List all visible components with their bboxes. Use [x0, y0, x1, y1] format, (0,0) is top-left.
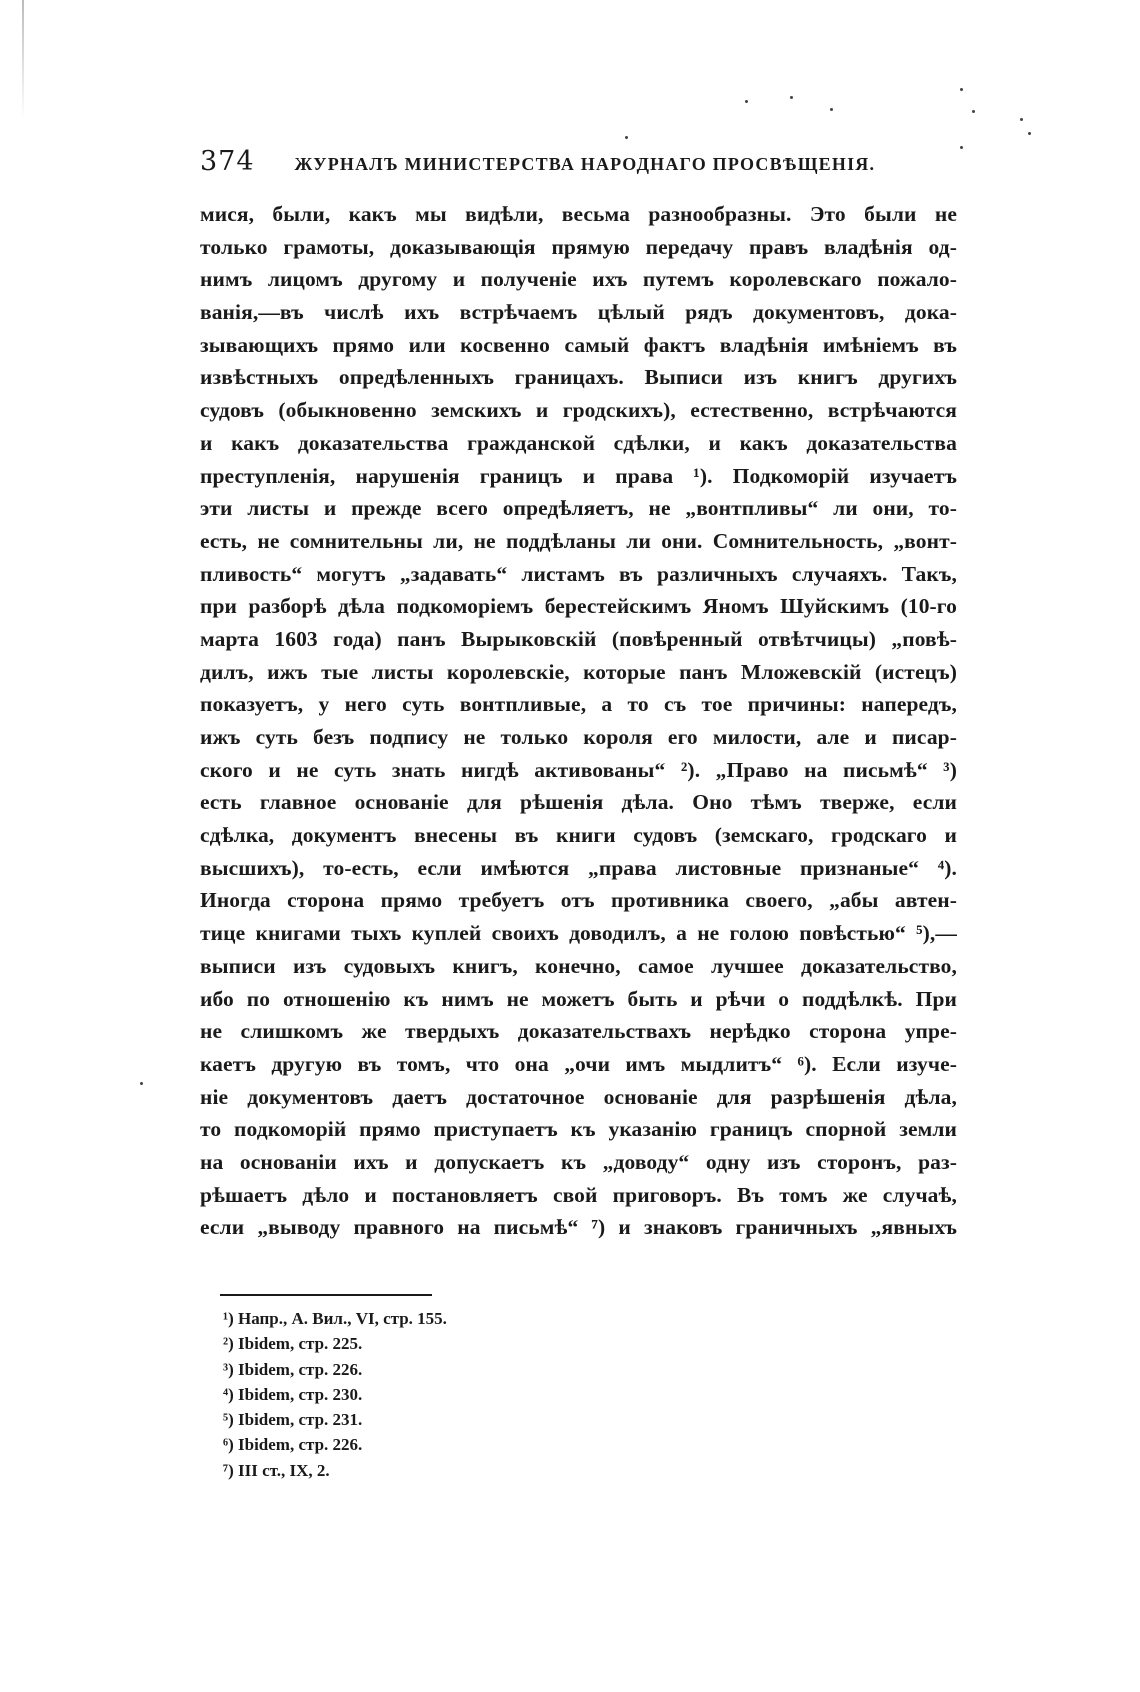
- footnote: ³) Ibidem, стр. 226.: [223, 1359, 363, 1379]
- text-line: пливость“ могутъ „задавать“ листамъ въ различныхъ случаяхъ. Такъ,: [200, 561, 957, 586]
- text-line: ибо по отношенію къ нимъ не можетъ быть и рѣчи о поддѣлкѣ. При: [200, 986, 957, 1011]
- text-line: то подкоморій прямо приступаетъ къ указанію границъ спорной земли: [200, 1117, 957, 1142]
- text-line: ижъ суть безъ подпису не только короля его милости, але и писар-: [200, 725, 957, 749]
- text-line: выписи изъ судовыхъ книгъ, конечно, самое лучшее доказательство,: [200, 953, 957, 978]
- scan-speck: [830, 108, 833, 111]
- text-line: не слишкомъ же твердыхъ доказательствахъ нерѣдко сторона упре-: [200, 1019, 957, 1044]
- running-title: ЖУРНАЛЪ МИНИСТЕРСТВА НАРОДНАГО ПРОСВѢЩЕНІЯ.: [294, 154, 876, 174]
- scan-speck: [625, 136, 628, 139]
- text-line: нимъ лицомъ другому и полученіе ихъ путемъ королевскаго пожало-: [200, 267, 957, 292]
- footnote: ⁵) Ibidem, стр. 231.: [223, 1410, 363, 1430]
- text-line: рѣшаетъ дѣло и постановляетъ свой приговоръ. Въ томъ же случаѣ,: [200, 1182, 957, 1207]
- scan-edge-shadow: [22, 0, 24, 120]
- footnote: ⁷) III ст., IX, 2.: [223, 1460, 330, 1480]
- body-text: [200, 198, 957, 1244]
- scan-speck: [1028, 132, 1031, 135]
- text-line: и какъ доказательства гражданской сдѣлки, и какъ доказательства: [200, 430, 957, 455]
- page-header: [200, 146, 960, 177]
- text-line: тице книгами тыхъ куплей своихъ доводилъ, а не голою повѣстью“ ⁵),—: [200, 921, 957, 946]
- text-line: мися, были, какъ мы видѣли, весьма разнообразны. Это были не: [200, 202, 957, 226]
- text-line: есть главное основаніе для рѣшенія дѣла. Оно тѣмъ тверже, если: [200, 790, 957, 815]
- footnote: ¹) Напр., А. Вил., VI, стр. 155.: [223, 1309, 447, 1328]
- scan-speck: [1020, 118, 1023, 121]
- text-line: преступленія, нарушенія границъ и права ¹). Подкоморій изучаетъ: [200, 463, 957, 488]
- text-line: каетъ другую въ томъ, что она „очи имъ мыдлитъ“ ⁶). Если изуче-: [200, 1051, 957, 1076]
- text-line: высшихъ), то-есть, если имѣются „права листовные признаные“ ⁴).: [200, 855, 957, 880]
- page-number: 374: [200, 146, 255, 177]
- text-line: судовъ (обыкновенно земскихъ и гродскихъ), естественно, встрѣчаются: [200, 398, 957, 423]
- text-line: есть, не сомнительны ли, не поддѣланы ли они. Сомнительность, „вонт-: [200, 528, 957, 553]
- text-line: только грамоты, доказывающія прямую передачу правъ владѣнія од-: [200, 234, 957, 259]
- scan-speck: [960, 88, 963, 91]
- footnote: ⁶) Ibidem, стр. 226.: [223, 1435, 363, 1455]
- text-line: если „выводу правного на письмѣ“ ⁷) и знаковъ граничныхъ „явныхъ: [200, 1215, 957, 1240]
- scan-speck: [960, 146, 963, 149]
- scan-speck: [790, 96, 793, 99]
- text-line: на основаніи ихъ и допускаетъ къ „доводу“ одну изъ сторонъ, раз-: [200, 1149, 957, 1174]
- text-line: при разборѣ дѣла подкоморіемъ берестейскимъ Яномъ Шуйскимъ (10-го: [200, 594, 957, 619]
- footnote: ⁴) Ibidem, стр. 230.: [223, 1384, 363, 1404]
- scan-speck: [972, 110, 975, 113]
- text-line: ніе документовъ даетъ достаточное основаніе для разрѣшенія дѣла,: [200, 1084, 957, 1109]
- text-line: извѣстныхъ опредѣленныхъ границахъ. Выписи изъ книгъ другихъ: [200, 365, 957, 390]
- text-line: дилъ, ижъ тые листы королевскіе, которые панъ Мложевскій (истецъ): [200, 659, 957, 684]
- text-line: ванія,—въ числѣ ихъ встрѣчаемъ цѣлый рядъ документовъ, дока-: [200, 300, 957, 325]
- text-line: показуетъ, у него суть вонтпливые, а то съ тое причины: напередъ,: [200, 692, 957, 717]
- footnote-divider: [220, 1294, 432, 1296]
- text-line: Иногда сторона прямо требуетъ отъ противника своего, „абы автен-: [200, 888, 957, 913]
- scan-speck: [140, 1082, 143, 1085]
- footnote: ²) Ibidem, стр. 225.: [223, 1334, 363, 1354]
- text-line: эти листы и прежде всего опредѣляетъ, не „вонтпливы“ ли они, то-: [200, 496, 957, 521]
- text-line: ского и не суть знать нигдѣ активованы“ ²). „Право на письмѣ“ ³): [200, 757, 957, 782]
- footnotes: [223, 1306, 623, 1483]
- text-line: зывающихъ прямо или косвенно самый фактъ владѣнія имѣніемъ въ: [200, 332, 957, 357]
- scan-speck: [745, 100, 748, 103]
- text-line: сдѣлка, документъ внесены въ книги судовъ (земскаго, гродскаго и: [200, 823, 957, 848]
- text-line: марта 1603 года) панъ Вырыковскій (повѣренный отвѣтчицы) „повѣ-: [200, 626, 957, 651]
